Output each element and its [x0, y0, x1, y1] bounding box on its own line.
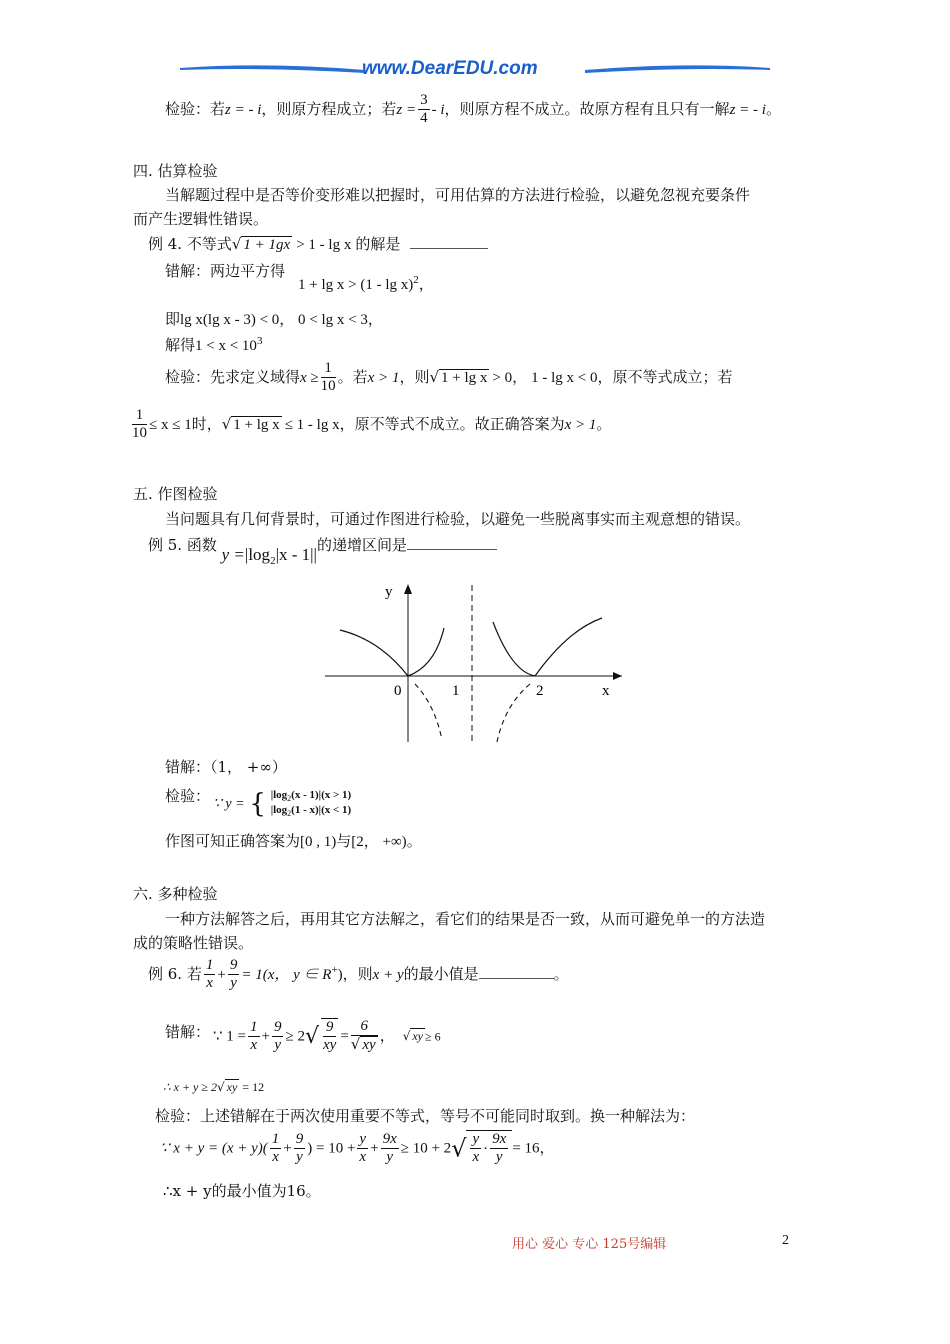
top-check-line: [165, 92, 781, 128]
top-check-text-1: ，则原方程成立；若: [261, 99, 397, 118]
ji-label: 即: [165, 310, 181, 328]
frac-num: 9x: [490, 1131, 508, 1149]
m-plus2: +: [370, 1140, 379, 1157]
example-4-sqrt: 1 + 1gx: [243, 237, 291, 253]
frac-den: y: [274, 1036, 282, 1053]
example-4-tail: 的解是: [355, 235, 401, 253]
concl-math: [0 , 1): [300, 834, 337, 850]
w-frac-1: [248, 1019, 260, 1055]
m-frac-1: [270, 1131, 282, 1167]
frac-den: xy: [362, 1037, 376, 1054]
func-tail: |x - 1||: [275, 545, 317, 564]
wrong-inequality-4: [298, 273, 434, 294]
l2-sqrt: 1 + lg x: [233, 416, 280, 433]
w-sqrt-xy: xy: [412, 1029, 424, 1044]
wrong-exp: 2: [413, 274, 419, 286]
example-4-label: 例 4. 不等式: [148, 235, 232, 253]
check-sqrt: 1 + lg x: [441, 369, 488, 386]
example-6: [148, 957, 569, 993]
page-number: 2: [782, 1233, 789, 1248]
solve-line: [165, 334, 262, 355]
wrong-derivation-6: ∵ 1 = $\frac{1}{x}$ + $\frac{9}{y}$ ≥ 2√ $\frac{9}{xy}$ = $\frac{6}{√ xy}$ ， √ xy ≥ 6: [213, 1018, 441, 1054]
w-ge: ≥ 2: [285, 1028, 305, 1045]
l2-t3: 。: [596, 414, 612, 433]
plus: +: [217, 966, 226, 983]
check-label-5: 检验：: [165, 787, 211, 805]
frac-num: y: [470, 1131, 481, 1149]
m-ge: ≥ 10 + 2: [400, 1140, 452, 1157]
m-res: = 16: [512, 1140, 540, 1157]
frac-den: y: [296, 1148, 303, 1165]
concl-mid: 与: [336, 832, 352, 850]
function-graph: [320, 580, 630, 750]
l2-ans: x > 1: [564, 416, 597, 433]
w-frac-4: $\frac{6}{√ xy}$: [350, 1018, 376, 1054]
w-plus: +: [261, 1028, 270, 1045]
section-6-para-2: 成的策略性错误。: [133, 934, 254, 952]
answer-blank: [479, 978, 554, 979]
z-value-3: z = - i: [729, 101, 766, 118]
w-eq: =: [340, 1028, 349, 1045]
origin-label: 0: [394, 683, 402, 699]
w-frac-3: [321, 1018, 338, 1055]
m-dot: ·: [483, 1140, 489, 1157]
func-log: |log: [244, 545, 271, 564]
check-line-4: 检验：先求定义域得x ≥ $\frac{1}{10}$ 。若x > 1，则√ 1 + lg x > 0， 1 - lg x < 0，原不等式成立；若: [165, 360, 733, 395]
ji-line: [165, 308, 383, 329]
frac-den: x: [272, 1148, 279, 1165]
section-5-para-1: 当问题具有几何背景时，可通过作图进行检验，以避免一些脱离事实而主观意想的错误。: [165, 510, 751, 528]
example-6-t1: ，则: [342, 964, 373, 983]
w-frac-2: [272, 1019, 284, 1055]
m-eq: ) = 10 +: [307, 1140, 356, 1157]
m-plus: +: [283, 1140, 292, 1157]
ji-math: lg x(lg x - 3) < 0， 0 < lg x < 3: [180, 312, 368, 328]
section-4-title: 四. 估算检验: [133, 162, 218, 180]
frac-den: 10: [132, 425, 147, 442]
m-in-frac-1: [470, 1131, 481, 1167]
frac-num: 1: [321, 360, 336, 378]
case1: |log: [270, 789, 288, 802]
case1-tail: (x - 1)|(x > 1): [291, 789, 352, 802]
section-4-para-2: 而产生逻辑性错误。: [133, 210, 269, 228]
close-paren: ): [337, 966, 343, 983]
example-5-label: 例 5. 函数: [148, 536, 217, 554]
wrong-tail: ，: [418, 275, 434, 293]
check-text-6: 检验：上述错解在于两次使用重要不等式，等号不可能同时取到。换一种解法为：: [155, 1107, 696, 1125]
check-x1: x > 1: [367, 369, 400, 386]
check-t1: 。若: [337, 367, 368, 386]
concl-tail: 。: [406, 832, 422, 850]
example-4-rhs: > 1 - lg x: [296, 237, 352, 253]
fraction-3-4: [418, 92, 430, 128]
tick-label-2: 2: [536, 683, 544, 699]
therefore-sqrt: xy: [226, 1080, 238, 1094]
func-sub: 2: [270, 555, 276, 567]
wrong-5: 错解：（1， +∞）: [165, 758, 287, 776]
example-6-label: 例 6. 若: [148, 964, 202, 983]
fraction-1-10: [321, 360, 336, 396]
case1-sub: 2: [287, 794, 292, 804]
w-because: ∵ 1 =: [213, 1028, 247, 1045]
frac-num: 9: [272, 1019, 284, 1037]
y-axis-label: y: [385, 584, 393, 600]
l2-ineq: ≤ x ≤ 1: [149, 416, 192, 433]
final-answer-6: ∴x + y的最小值为16。: [163, 1182, 321, 1200]
x-plus-y: x + y: [372, 966, 404, 983]
frac-num: 1: [204, 957, 216, 975]
frac-9-y: [228, 957, 240, 993]
check-line-4b: $\frac{1}{10}$ ≤ x ≤ 1时，√ 1 + lg x ≤ 1 - lg x，原不等式不成立。故正确答案为x > 1。: [132, 407, 612, 442]
example-5: [148, 534, 497, 567]
frac-den: x: [206, 975, 213, 992]
solve-label: 解得: [165, 336, 196, 354]
m-because: ∵ x + y = (x + y)(: [160, 1140, 268, 1157]
check-t3: ，原不等式成立；若: [597, 367, 733, 386]
frac-num: 1: [248, 1019, 260, 1037]
because-y: ∵ y =: [213, 796, 245, 812]
l2-t1: 时，: [191, 414, 222, 433]
ji-tail: ，: [367, 310, 383, 328]
z-lhs-2: z =: [396, 101, 417, 118]
m-frac-4: [381, 1131, 399, 1167]
wrong-ineq: 1 + lg x > (1 - lg x): [298, 277, 414, 293]
l2-rhs: ≤ 1 - lg x: [284, 416, 340, 433]
answer-blank: [407, 549, 497, 550]
therefore-tail: = 12: [242, 1080, 265, 1094]
m-in-frac-2: [490, 1131, 508, 1167]
frac-den: 4: [420, 110, 428, 127]
x-axis-label: x: [602, 683, 610, 699]
x-axis-arrow: [613, 672, 622, 680]
example-6-t3: 。: [553, 964, 569, 983]
frac-num: 1: [132, 407, 147, 425]
frac-den: x: [472, 1149, 480, 1166]
concl-label: 作图可知正确答案为: [165, 832, 301, 850]
frac-num: 6: [351, 1018, 378, 1036]
concl-math2: [2， +∞): [351, 834, 407, 850]
solve-exp: 3: [256, 335, 263, 347]
m-sqrt-product: [466, 1130, 512, 1167]
case2-sub: 2: [287, 809, 292, 819]
m-frac-2: [294, 1131, 306, 1167]
z-value-1: z = - i: [225, 101, 262, 118]
check-t2: ，则: [399, 367, 430, 386]
m-frac-3: [357, 1131, 368, 1167]
w-comma: ，: [379, 1026, 395, 1045]
frac-den: x: [250, 1036, 258, 1053]
w-ge6: ≥ 6: [425, 1029, 441, 1044]
frac-num: y: [357, 1131, 368, 1149]
frac-den: x: [359, 1148, 367, 1165]
answer-blank: [410, 248, 488, 249]
case2-tail: (1 - x)|(x < 1): [291, 804, 352, 816]
tick-label-1: 1: [452, 683, 460, 699]
check-label-4: 检验：先求定义域得: [165, 367, 301, 386]
wrong-label-6: 错解：: [165, 1023, 211, 1041]
example-5-tail: 的递增区间是: [316, 536, 407, 554]
piecewise-cases: [271, 789, 352, 818]
case2: |log: [270, 804, 288, 816]
top-check-text-2: ，则原方程不成立。故原方程有且只有一解: [444, 99, 730, 118]
frac-den: 10: [320, 378, 336, 395]
frac-num: 9x: [381, 1131, 399, 1149]
footer-slogan: 用心 爱心 专心 125号编辑: [512, 1237, 667, 1252]
y-axis-arrow: [404, 584, 412, 594]
func-lhs: y =: [221, 545, 245, 564]
solve-math: 1 < x < 10: [195, 338, 257, 354]
frac-den: y: [230, 975, 237, 992]
brace: {: [249, 789, 266, 819]
frac-num: 9: [228, 957, 240, 975]
frac-den: y: [495, 1149, 503, 1166]
m-tail: ，: [539, 1138, 555, 1157]
therefore: ∴ x + y ≥ 2: [163, 1080, 217, 1094]
frac-den: xy: [323, 1037, 337, 1054]
section-6-para-1: 一种方法解答之后，再用其它方法解之，看它们的结果是否一致，从而可避免单一的方法造: [165, 910, 766, 928]
example-4: 例 4. 不等式√ 1 + 1gx > 1 - lg x 的解是: [148, 233, 488, 254]
top-check-label: 检验：若: [165, 99, 226, 118]
frac-num: 1: [270, 1131, 282, 1149]
fraction-1-10-b: [132, 407, 147, 443]
top-check-text-3: 。: [765, 99, 781, 118]
wrong-label-4: 错解：两边平方得: [165, 262, 286, 280]
correct-derivation-6: ∵ x + y = (x + y)( $\frac{1}{x}$ + $\frac{9}{y}$ ) = 10 + $\frac{y}{x}$ + $\frac{9x}{y}$ ≥ 10 + 2√ $\frac{y}{x}$ · $\frac{9x}{y}$ = 16，: [160, 1130, 555, 1166]
frac-num: 9: [294, 1131, 306, 1149]
piecewise: [213, 789, 351, 819]
check-m: 1 - lg x < 0: [531, 369, 598, 386]
check-dom: x ≥: [300, 369, 319, 386]
header-brand: www.DearEDU.com: [362, 58, 538, 79]
section-6-title: 六. 多种检验: [133, 885, 218, 903]
conclusion-5: [165, 830, 422, 851]
frac-num: 3: [418, 92, 430, 110]
r-plus: +: [331, 963, 338, 976]
check-gt0: > 0，: [492, 369, 528, 386]
section-4-para-1: 当解题过程中是否等价变形难以把握时，可用估算的方法进行检验，以避免忽视充要条件: [165, 186, 751, 204]
l2-t2: ，原不等式不成立。故正确答案为: [339, 414, 565, 433]
frac-1-x: [204, 957, 216, 993]
frac-den: y: [386, 1148, 393, 1165]
example-6-t2: 的最小值是: [403, 964, 479, 983]
section-5-title: 五. 作图检验: [133, 485, 218, 503]
example-6-eq: = 1(x， y ∈ R: [241, 966, 332, 983]
therefore-line: ∴ x + y ≥ 2√ xy = 12: [163, 1080, 265, 1094]
z-tail-2: - i: [431, 101, 445, 118]
frac-num: 9: [323, 1019, 336, 1037]
